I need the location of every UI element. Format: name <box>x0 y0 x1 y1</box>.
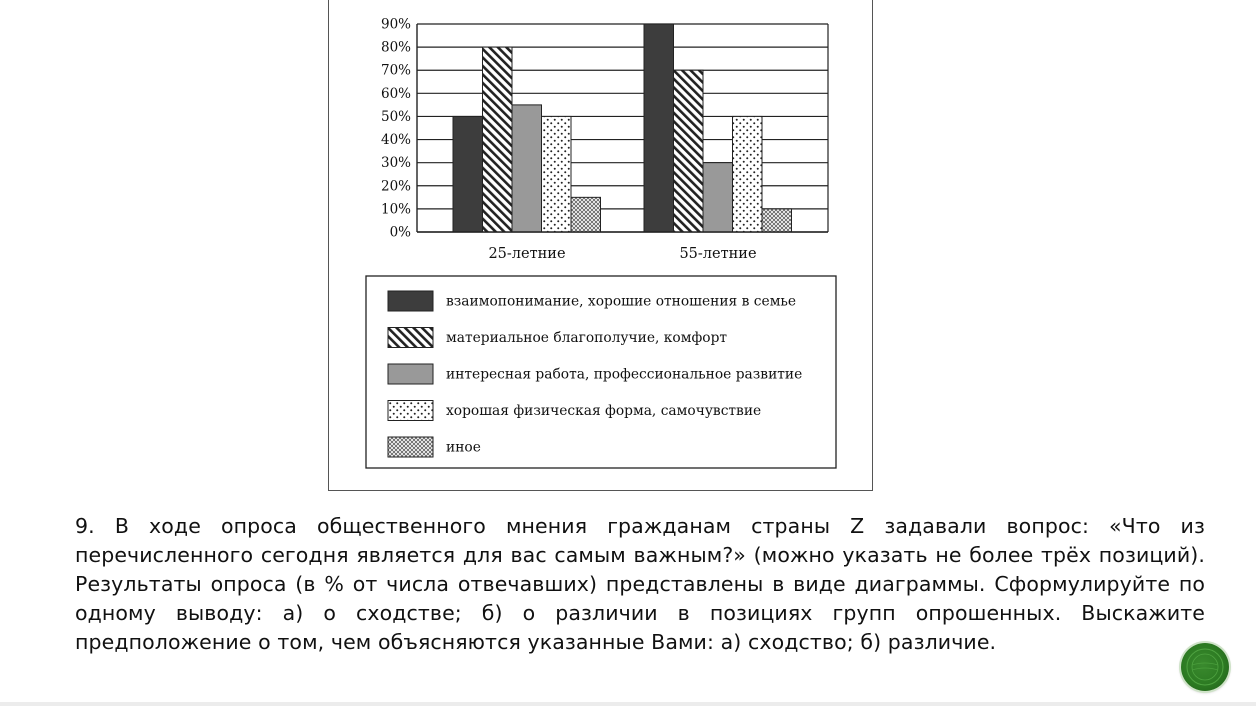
y-tick-label: 50% <box>380 108 411 125</box>
question-text: 9. В ходе опроса общественного мнения гражданам страны Z задавали вопрос: «Что из перечисленного сегодня является для вас самым важным?» (можно указать не более трёх позиций). Результаты опроса (в % от числа отвечавших) представлены в виде диаграммы. Сформулируйте по одному выводу: а) о сходстве; б) о различии в позициях групп опрошенных. Выскажите предположение о том, чем объясняются указанные Вами: а) сходство; б) различие. <box>75 514 1205 654</box>
slide-bottom-edge <box>0 702 1256 706</box>
y-tick-label: 70% <box>380 62 411 79</box>
bar-chart <box>329 0 874 492</box>
bar <box>733 116 763 232</box>
y-tick-label: 80% <box>380 39 411 56</box>
legend-label: иное <box>446 439 481 456</box>
legend-swatch <box>388 364 433 384</box>
legend-swatch <box>388 328 433 348</box>
y-tick-label: 30% <box>380 155 411 172</box>
bar <box>644 24 674 232</box>
bar <box>512 105 542 232</box>
y-tick-label: 0% <box>389 224 411 241</box>
bar <box>542 116 572 232</box>
y-tick-label: 10% <box>380 201 411 218</box>
legend-swatch <box>388 437 433 457</box>
bar <box>762 209 792 232</box>
x-tick-label: 55-летние <box>679 246 757 262</box>
legend-label: материальное благополучие, комфорт <box>446 330 728 346</box>
bar <box>703 163 733 232</box>
legend-swatch <box>388 401 433 421</box>
bar <box>453 116 483 232</box>
y-tick-label: 90% <box>380 16 411 33</box>
x-tick-label: 25-летние <box>488 246 566 262</box>
y-tick-label: 60% <box>380 85 411 102</box>
y-tick-label: 40% <box>380 132 411 149</box>
chart-frame <box>328 0 873 491</box>
bar <box>483 47 513 232</box>
next-slide-button[interactable] <box>1181 643 1229 691</box>
legend-label: хорошая физическая форма, самочувствие <box>446 403 762 419</box>
legend-swatch <box>388 291 433 311</box>
bar <box>571 197 601 232</box>
legend-label: интересная работа, профессиональное развитие <box>446 366 803 383</box>
green-circle-icon <box>1181 643 1229 691</box>
y-tick-label: 20% <box>380 178 411 195</box>
legend-label: взаимопонимание, хорошие отношения в семье <box>446 293 797 310</box>
bar <box>674 70 704 232</box>
